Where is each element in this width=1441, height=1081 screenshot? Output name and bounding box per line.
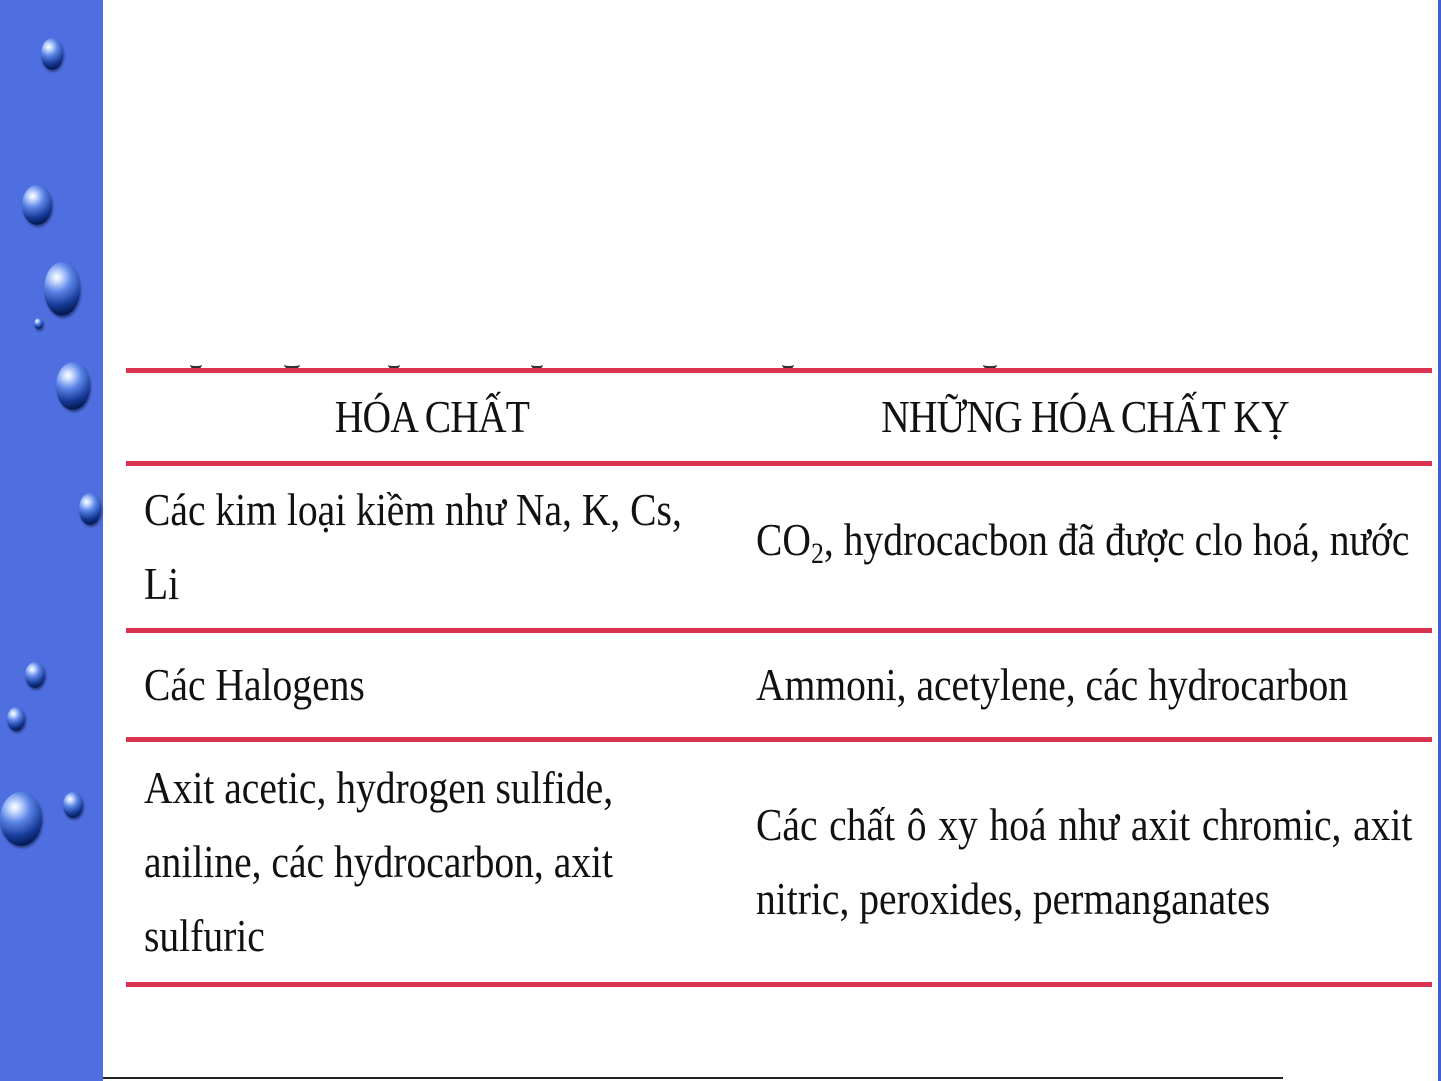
water-drop-icon bbox=[56, 362, 90, 410]
column-header-chemical: HÓA CHẤT bbox=[126, 371, 738, 464]
water-drop-icon bbox=[63, 792, 83, 818]
table-row bbox=[126, 464, 1432, 631]
subscript-text: 2 bbox=[810, 537, 824, 570]
clipped-text-remnant bbox=[126, 344, 1432, 370]
column-header-incompatible: NHỮNG HÓA CHẤT KỴ bbox=[738, 371, 1432, 464]
bottom-divider bbox=[103, 1077, 1283, 1079]
water-drop-icon bbox=[34, 318, 43, 329]
chemical-cell: Axit acetic, hydrogen sulfide, aniline, các hydrocarbon, axit sulfuric bbox=[126, 740, 738, 985]
incompatible-cell: Các chất ô xy hoá như axit chromic, axit nitric, peroxides, permanganates bbox=[738, 740, 1432, 985]
table-header-row bbox=[126, 371, 1432, 464]
chemical-cell: Các Halogens bbox=[126, 631, 738, 740]
water-drop-icon bbox=[41, 38, 63, 70]
sidebar-panel bbox=[0, 0, 103, 1081]
water-drop-icon bbox=[25, 662, 45, 688]
water-drop-icon bbox=[79, 493, 101, 525]
chemical-incompatibility-table bbox=[126, 368, 1432, 987]
table-row bbox=[126, 740, 1432, 985]
incompatible-cell: $CO_2$, hydrocacbon đã được clo hoá, nước bbox=[738, 464, 1432, 631]
water-drop-icon bbox=[22, 185, 52, 225]
incompatible-cell: Ammoni, acetylene, các hydrocarbon bbox=[738, 631, 1432, 740]
chemical-cell: Các kim loại kiềm như Na, K, Cs, Li bbox=[126, 464, 738, 631]
table-row bbox=[126, 631, 1432, 740]
water-drop-icon bbox=[0, 792, 42, 846]
water-drop-icon bbox=[44, 262, 80, 316]
water-drop-icon bbox=[7, 707, 25, 731]
